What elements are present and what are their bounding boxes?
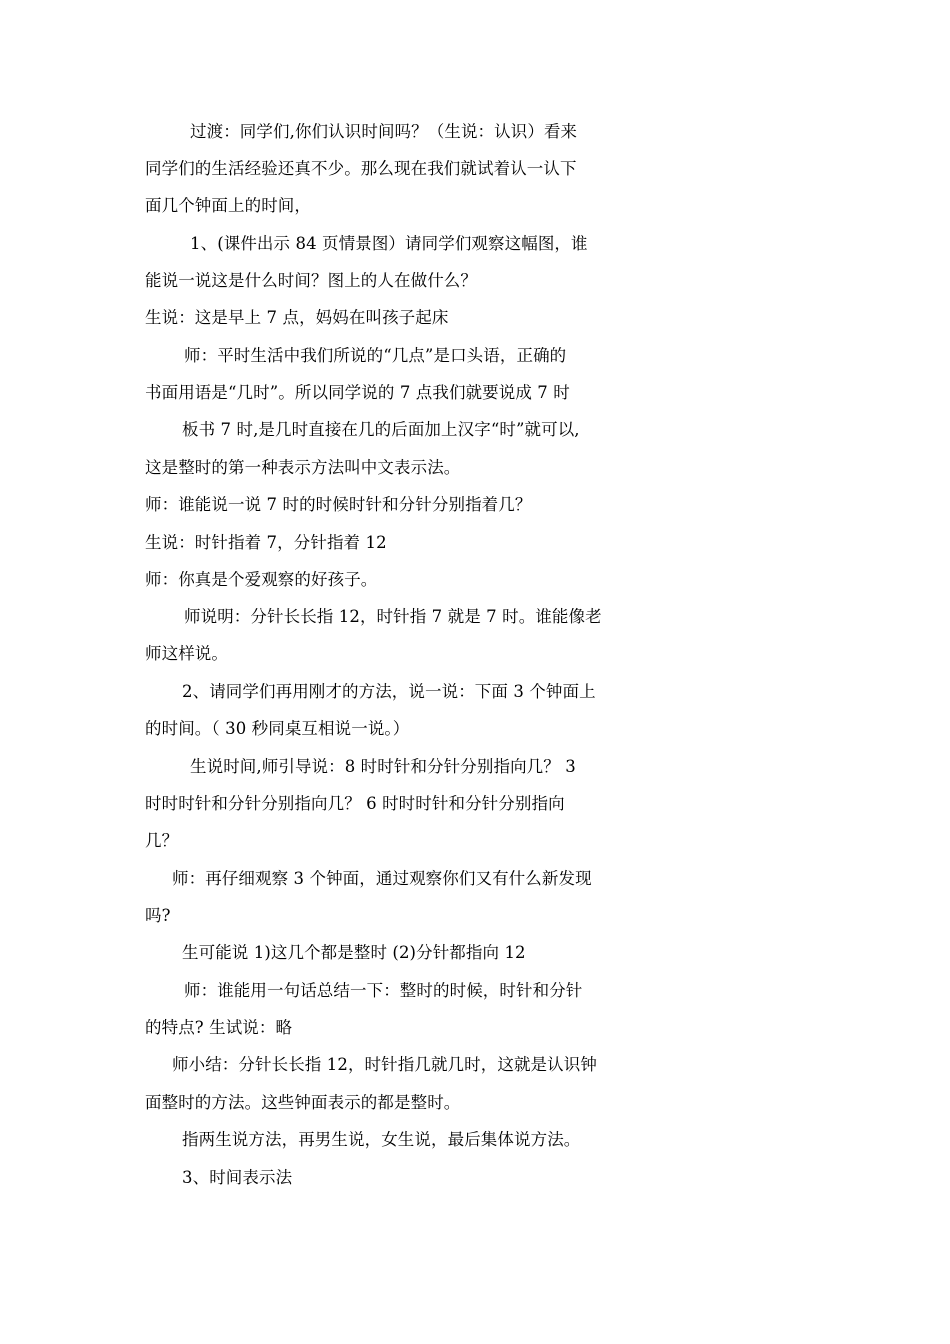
paragraph-line: 的特点? 生试说：略 bbox=[145, 1018, 293, 1037]
paragraph-line: 吗? bbox=[145, 906, 171, 925]
paragraph-line: 这是整时的第一种表示方法叫中文表示法。 bbox=[145, 458, 461, 477]
paragraph-line: 板书 7 时,是几时直接在几的后面加上汉字“时”就可以, bbox=[182, 420, 580, 439]
paragraph-line: 师：再仔细观察 3 个钟面，通过观察你们又有什么新发现 bbox=[172, 869, 592, 888]
paragraph-line: 的时间。（ 30 秒同桌互相说一说。） bbox=[145, 719, 410, 738]
paragraph-line: 能说一说这是什么时间？图上的人在做什么？ bbox=[145, 271, 477, 290]
paragraph-line: 过渡：同学们,你们认识时间吗？（生说：认识）看来 bbox=[190, 122, 578, 141]
paragraph-line: 师这样说。 bbox=[145, 644, 228, 663]
paragraph-line: 1、(课件出示 84 页情景图）请同学们观察这幅图，谁 bbox=[190, 234, 588, 253]
paragraph-line: 生可能说 1)这几个都是整时 (2)分针都指向 12 bbox=[182, 943, 526, 962]
paragraph-line: 师：平时生活中我们所说的“几点”是口头语，正确的 bbox=[184, 346, 567, 365]
paragraph-line: 师说明：分针长长指 12，时针指 7 就是 7 时。谁能像老 bbox=[184, 607, 602, 626]
paragraph-line: 2、请同学们再用刚才的方法，说一说：下面 3 个钟面上 bbox=[182, 682, 596, 701]
paragraph-line: 师小结：分针长长指 12，时针指几就几时，这就是认识钟 bbox=[172, 1055, 597, 1074]
paragraph-line: 生说：这是早上 7 点，妈妈在叫孩子起床 bbox=[145, 308, 449, 327]
paragraph-line: 时时时针和分针分别指向几？ 6 时时时针和分针分别指向 bbox=[145, 794, 565, 813]
paragraph-line: 师：你真是个爱观察的好孩子。 bbox=[145, 570, 378, 589]
paragraph-line: 书面用语是“几时”。所以同学说的 7 点我们就要说成 7 时 bbox=[145, 383, 570, 402]
section-heading: 3、时间表示法 bbox=[182, 1168, 293, 1187]
paragraph-line: 面几个钟面上的时间， bbox=[145, 196, 311, 215]
paragraph-line: 指两生说方法，再男生说，女生说，最后集体说方法。 bbox=[182, 1130, 581, 1149]
paragraph-line: 生说：时针指着 7，分针指着 12 bbox=[145, 533, 387, 552]
paragraph-line: 师：谁能说一说 7 时的时候时针和分针分别指着几？ bbox=[145, 495, 532, 514]
paragraph-line: 几？ bbox=[145, 831, 179, 850]
paragraph-line: 生说时间,师引导说：8 时时针和分针分别指向几？ 3 bbox=[190, 757, 576, 776]
paragraph-line: 面整时的方法。这些钟面表示的都是整时。 bbox=[145, 1093, 461, 1112]
paragraph-line: 师：谁能用一句话总结一下：整时的时候，时针和分针 bbox=[184, 981, 583, 1000]
paragraph-line: 同学们的生活经验还真不少。那么现在我们就试着认一认下 bbox=[145, 159, 577, 178]
